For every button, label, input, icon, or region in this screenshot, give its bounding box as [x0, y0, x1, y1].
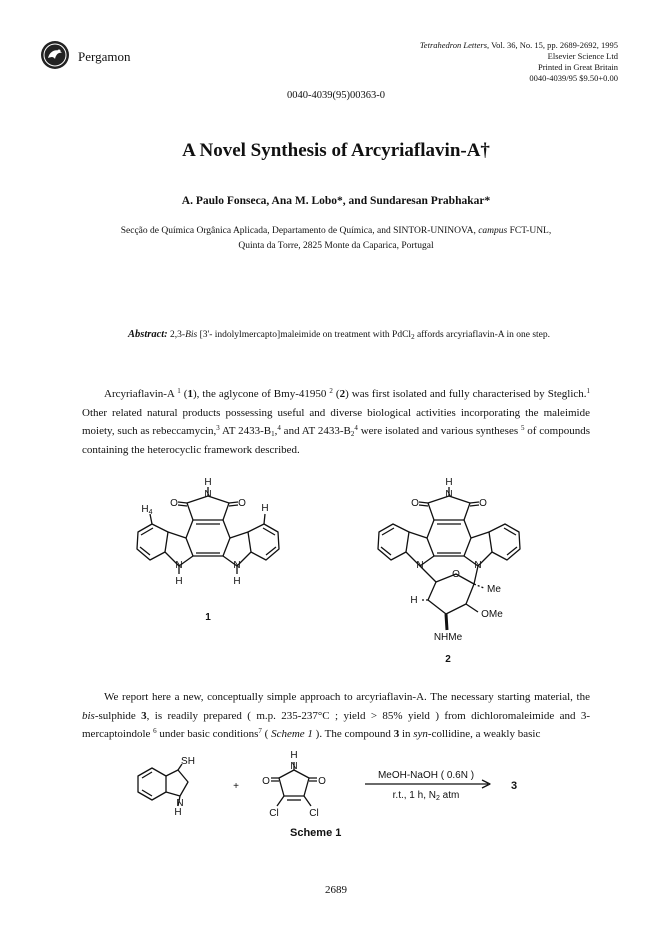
s2-H-sugar: H — [410, 595, 418, 606]
s1-N-right: N — [233, 560, 241, 571]
abstract-label: Abstract: — [128, 329, 168, 340]
abstract: Abstract: 2,3-Bis [3'- indolylmercapto]maleimide on treatment with PdCl$_2$ affords arcyriaflavin-A in one step. — [128, 329, 550, 341]
s2-Me: Me — [487, 584, 501, 595]
s1-N-left: N — [175, 560, 183, 571]
sch-O-left: O — [262, 776, 270, 787]
structure-1-drawing — [137, 487, 279, 574]
journal-name: Tetrahedron Letters — [419, 40, 488, 50]
doi: 0040-4039(95)00363-0 — [287, 90, 385, 101]
s1-O-left: O — [170, 498, 178, 509]
s1-H-nr: H — [233, 576, 241, 587]
s1-O-right: O — [238, 498, 246, 509]
sch-N-maleimide: N — [290, 761, 298, 772]
scheme-reference: Scheme 1 — [271, 728, 313, 740]
s2-OMe: OMe — [481, 609, 503, 620]
affiliation-line-2: Quinta da Torre, 2825 Monte da Caparica, Portugal — [238, 241, 434, 251]
s2-N-right: N — [474, 560, 482, 571]
compound-1-number: 1 — [205, 612, 211, 623]
sch-Cl-left: Cl — [269, 808, 279, 819]
sch-N: N — [176, 798, 184, 809]
scheme-1-caption: Scheme 1 — [290, 827, 342, 839]
sch-H-maleimide: H — [290, 750, 298, 761]
sch-plus: + — [233, 781, 239, 792]
s2-H-top: H — [445, 477, 453, 488]
s1-H-nl: H — [175, 576, 183, 587]
sch-SH: SH — [181, 756, 195, 767]
s2-N-top: N — [445, 489, 453, 500]
publisher-name: Pergamon — [78, 49, 131, 64]
sch-condition-2: r.t., 1 h, $N_2$ atm — [392, 790, 460, 802]
journal-volume: , Vol. 36, No. 15, pp. 2689-2692, 1995 — [487, 40, 618, 50]
sch-O-right: O — [318, 776, 326, 787]
s1-H4: $H_4$ — [141, 504, 153, 516]
s2-N-left: N — [416, 560, 424, 571]
body-paragraph-1: Arcyriaflavin-A $^1$ (1), the aglycone of Bmy-41950 $^2$ (2) was first isolated and fully characterised by Steglich.$^1$ Other related natural products possessing useful and diverse biological activities incorporating the maleimide moiety, such as rebeccamycin,$^3$ AT $2433-B_1,^4$ and AT $2433-B_2^4$ were isolated and various syntheses $^5$ of compounds containing the heterocyclic framework described. — [82, 387, 591, 456]
s1-H-top: H — [204, 477, 212, 488]
affiliation-line-1: Secção de Química Orgânica Aplicada, Departamento de Química, and SINTOR-UNINOVA, campus FCT-UNL, — [120, 226, 552, 236]
s1-N-top: N — [204, 489, 212, 500]
s2-O-left: O — [411, 498, 419, 509]
s1-H-right: H — [261, 503, 269, 514]
publisher-line: Elsevier Science Ltd — [547, 51, 618, 61]
printed-line: Printed in Great Britain — [537, 62, 618, 72]
s2-NHMe: NHMe — [433, 632, 463, 643]
sch-product-3: 3 — [510, 780, 518, 792]
s2-O-ring: O — [452, 569, 460, 580]
sch-Cl-right: Cl — [309, 808, 319, 819]
paper-title: A Novel Synthesis of Arcyriaflavin-A† — [182, 140, 490, 161]
author-list: A. Paulo Fonseca, Ana M. Lobo*, and Sundaresan Prabhakar* — [181, 195, 491, 207]
body-paragraph-2: We report here a new, conceptually simple approach to arcyriaflavin-A. The necessary starting material, the bis-sulphide 3, is readily prepared ( m.p. 235-237°C ; yield > 85% yield ) from dichloromaleimide and 3-mercaptoindole $^6$ under basic conditions$^7$ ( Scheme 1 ). The compound 3 in syn-collidine, a weakly basic — [82, 691, 590, 740]
s2-O-right: O — [479, 498, 487, 509]
sch-condition-1: MeOH-NaOH ( 0.6N ) — [377, 770, 475, 781]
sch-H-indole: H — [174, 807, 182, 818]
page-number: 2689 — [325, 884, 347, 896]
issn-line: 0040-4039/95 $9.50+0.00 — [529, 73, 618, 83]
compound-2-number: 2 — [445, 654, 451, 665]
